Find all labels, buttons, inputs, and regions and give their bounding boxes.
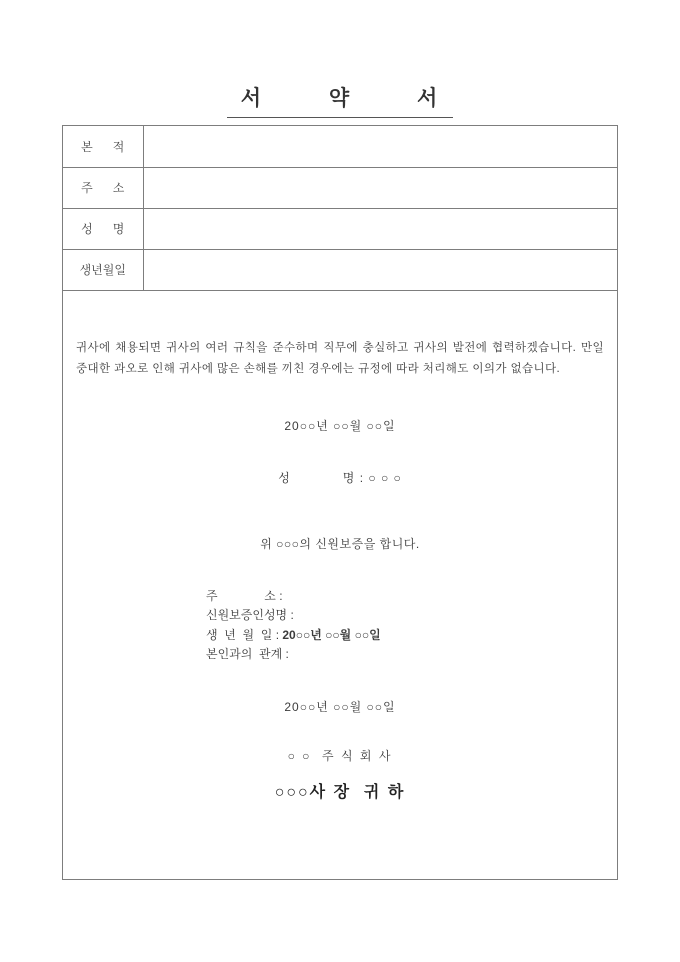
table-row bbox=[63, 167, 617, 208]
guarantor-name-line bbox=[206, 606, 617, 626]
recipient-line: ○○○사 장 귀 하 bbox=[274, 783, 406, 801]
document-frame bbox=[62, 125, 618, 880]
guarantor-birthdate-value: 20○○년 ○○월 ○○일 bbox=[282, 627, 381, 642]
field-value-name bbox=[143, 208, 617, 249]
guarantor-block bbox=[206, 587, 617, 665]
field-label-name: 성 명 bbox=[63, 208, 143, 249]
company-name-line: ○ ○ 주 식 회 사 bbox=[287, 748, 393, 763]
pledge-date: 20○○년 ○○월 ○○일 bbox=[284, 418, 396, 433]
guarantor-name-label: 신원보증인성명 : bbox=[206, 608, 298, 622]
personal-info-table bbox=[63, 126, 617, 291]
guarantor-relation-line bbox=[206, 645, 617, 665]
guarantee-statement: 위 ○○○의 신원보증을 합니다. bbox=[260, 536, 420, 551]
document-title-wrap bbox=[0, 0, 680, 118]
guarantor-address-line bbox=[206, 587, 617, 607]
guarantor-birthdate-line bbox=[206, 626, 617, 646]
document-title: 서 약 서 bbox=[227, 82, 454, 118]
field-label-birthdate: 생년월일 bbox=[63, 249, 143, 290]
guarantor-address-label: 주 소 : bbox=[206, 588, 286, 603]
guarantee-date: 20○○년 ○○월 ○○일 bbox=[284, 699, 396, 714]
field-label-address: 주 소 bbox=[63, 167, 143, 208]
table-row bbox=[63, 208, 617, 249]
guarantor-relation-label: 본인과의 관계 : bbox=[206, 647, 293, 661]
field-value-registered-domicile bbox=[143, 126, 617, 167]
pledge-text: 귀사에 채용되면 귀사의 여러 규칙을 준수하며 직무에 충실하고 귀사의 발전에 협력하겠습니다. 만일 중대한 과오로 인해 귀사에 많은 손해를 끼친 경우에는 규정에 따라 처리해도 이의가 없습니다. bbox=[76, 341, 604, 375]
guarantor-birthdate-label: 생 년 월 일 : bbox=[206, 627, 283, 642]
field-label-registered-domicile: 본 적 bbox=[63, 126, 143, 167]
field-value-address bbox=[143, 167, 617, 208]
field-value-birthdate bbox=[143, 249, 617, 290]
signer-name-line: 성 명 : ○ ○ ○ bbox=[278, 470, 402, 485]
table-row bbox=[63, 249, 617, 290]
table-row bbox=[63, 126, 617, 167]
